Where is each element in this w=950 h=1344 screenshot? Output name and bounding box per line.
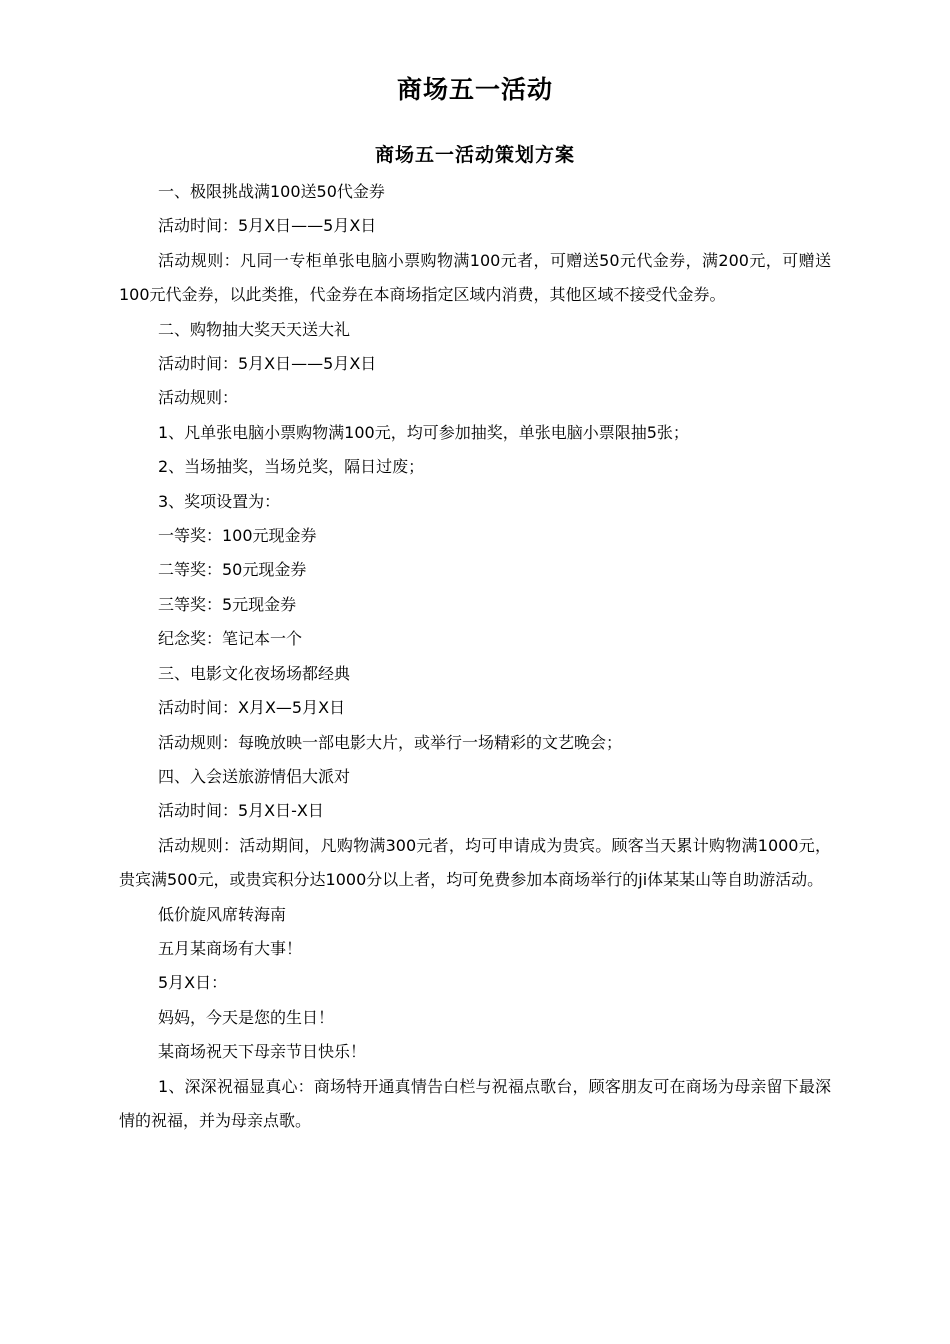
document-body: [119, 175, 831, 1138]
document-title: 商场五一活动: [396, 75, 553, 104]
rule-item: 3、奖项设置为：: [158, 491, 281, 511]
paragraph: 五月某商场有大事！: [158, 938, 303, 958]
paragraph: 1、深深祝福显真心：商场特开通真情告白栏与祝福点歌台，顾客朋友可在商场为母亲留下最深情的祝福，并为母亲点歌。: [119, 1076, 831, 1130]
activity-rules-1: 活动规则：凡同一专柜单张电脑小票购物满100元者，可赠送50元代金券，满200元，可赠送100元代金券，以此类推，代金券在本商场指定区域内消费，其他区域不接受代金券。: [119, 250, 831, 305]
activity-time-4: 活动时间：5月X日-X日: [158, 801, 324, 821]
activity-time-2: 活动时间：5月X日——5月X日: [158, 354, 377, 374]
rule-item: 2、当场抽奖，当场兑奖，隔日过废；: [158, 457, 425, 477]
section-heading-2: 二、购物抽大奖天天送大礼: [158, 319, 351, 339]
activity-time-3: 活动时间：X月X—5月X日: [158, 698, 346, 718]
paragraph: 低价旋风席转海南: [158, 904, 287, 924]
rule-item: 1、凡单张电脑小票购物满100元，均可参加抽奖，单张电脑小票限抽5张；: [158, 422, 689, 442]
activity-rules-4: 活动规则：活动期间，凡购物满300元者，均可申请成为贵宾。顾客当天累计购物满1000元，贵宾满500元，或贵宾积分达1000分以上者，均可免费参加本商场举行的ji体某某山等自助游活动。: [119, 835, 831, 890]
paragraph: 某商场祝天下母亲节日快乐！: [158, 1042, 367, 1062]
prize-item: 纪念奖：笔记本一个: [158, 629, 303, 649]
prize-item: 一等奖：100元现金券: [158, 526, 317, 546]
prize-item: 二等奖：50元现金券: [158, 560, 307, 580]
document-subtitle: 商场五一活动策划方案: [374, 144, 575, 166]
section-heading-3: 三、电影文化夜场场都经典: [158, 663, 351, 683]
section-heading-1: 一、极限挑战满100送50代金券: [158, 182, 385, 201]
paragraph: 妈妈，今天是您的生日！: [158, 1007, 335, 1027]
paragraph: 5月X日：: [158, 973, 228, 993]
activity-time-1: 活动时间：5月X日——5月X日: [158, 216, 377, 236]
activity-rules-2-label: 活动规则：: [158, 388, 239, 408]
section-heading-4: 四、入会送旅游情侣大派对: [158, 766, 351, 786]
prize-item: 三等奖：5元现金券: [158, 594, 297, 614]
activity-rules-3: 活动规则：每晚放映一部电影大片，或举行一场精彩的文艺晚会；: [158, 732, 623, 752]
